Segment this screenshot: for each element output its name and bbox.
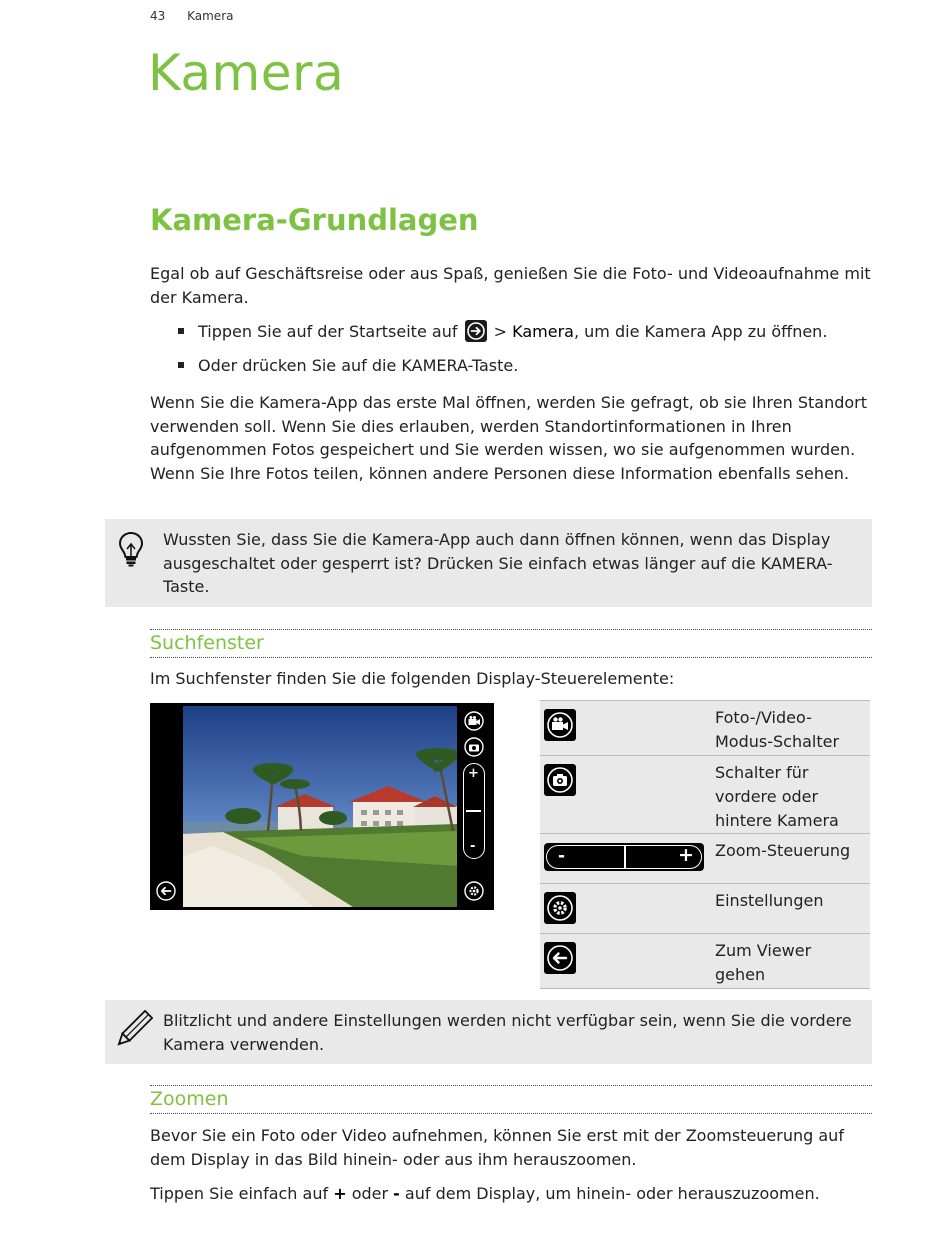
zoom-slider[interactable]: [463, 763, 485, 859]
zoom-paragraph: Bevor Sie ein Foto oder Video aufnehmen, können Sie erst mit der Zoomsteuerung auf dem Display in das Bild hinein- oder aus ihm herauszoomen.: [150, 1126, 844, 1169]
subsection-title: Zoomen: [150, 1088, 229, 1110]
control-label: Zoom-Steuerung: [715, 841, 851, 860]
zoom-bar-divider: [624, 846, 626, 868]
zoom-in-icon[interactable]: +: [468, 766, 479, 781]
camera-switch-icon: [544, 764, 576, 800]
beach-photo: [183, 706, 457, 907]
subsection-title: Suchfenster: [150, 632, 264, 654]
minus-icon: -: [558, 846, 566, 866]
zoom-text-mid: oder: [351, 1184, 389, 1203]
plus-symbol: +: [333, 1184, 347, 1203]
camera-switch-icon[interactable]: [463, 736, 485, 762]
minus-symbol: -: [393, 1184, 400, 1203]
control-label: Schalter für vordere oder hintere Kamera: [715, 763, 839, 830]
tip-box: [105, 519, 872, 607]
arrow-right-circle-icon: [465, 320, 487, 342]
zoom-bar-icon: [544, 843, 704, 871]
control-label: Zum Viewer gehen: [715, 941, 812, 984]
zoom-out-icon[interactable]: -: [470, 839, 476, 854]
table-row: [540, 756, 870, 834]
zoom-text-before: Tippen Sie einfach auf: [150, 1184, 329, 1203]
running-title: Kamera: [187, 9, 234, 23]
bullet-text: Oder drücken Sie auf die KAMERA-Taste.: [198, 356, 519, 375]
video-camera-icon[interactable]: [463, 710, 485, 736]
subsection-heading-zoom: [150, 1085, 872, 1114]
video-camera-icon: [544, 709, 576, 745]
table-row: [540, 884, 870, 934]
location-paragraph: Wenn Sie die Kamera-App das erste Mal öffnen, werden Sie gefragt, ob sie Ihren Standort verwenden soll. Wenn Sie dies erlauben, werden Standortinformationen in Ihren aufgenommen Fotos gespeichert und Sie werden wissen, wo sie aufgenommen wurden. Wenn Sie Ihre Fotos teilen, können andere Personen diese Information ebenfalls sehen.: [150, 393, 868, 483]
zoom-text-after: auf dem Display, um hinein- oder herauszuzoomen.: [404, 1184, 820, 1203]
zoom-instruction: [150, 1182, 872, 1206]
section-title: Kamera-Grundlagen: [150, 203, 479, 237]
gt-symbol: >: [493, 322, 508, 341]
table-row: [540, 934, 870, 989]
viewfinder-screenshot: [150, 703, 494, 910]
table-row: [540, 834, 870, 884]
bullet-text-after: , um die Kamera App zu öffnen.: [573, 322, 828, 341]
intro-paragraph: Egal ob auf Geschäftsreise oder aus Spaß, genießen Sie die Foto- und Videoaufnahme mit der Kamera.: [150, 264, 871, 307]
viewfinder-intro: Im Suchfenster finden Sie die folgenden Display-Steuerelemente:: [150, 669, 675, 688]
control-label: Einstellungen: [715, 891, 824, 910]
control-label: Foto-/Video-Modus-Schalter: [715, 708, 840, 751]
page-number: 43: [150, 9, 166, 23]
note-box: [105, 1000, 872, 1064]
list-item: [178, 320, 827, 344]
pencil-icon: [113, 1010, 153, 1054]
plus-icon: +: [678, 844, 694, 866]
gear-icon[interactable]: [463, 880, 485, 906]
bullet-marker: [178, 328, 184, 334]
subsection-heading-viewfinder: [150, 629, 872, 658]
running-header: [150, 9, 233, 23]
table-row: [540, 701, 870, 756]
note-text: Blitzlicht und andere Einstellungen werden nicht verfügbar sein, wenn Sie die vordere Kamera verwenden.: [163, 1011, 852, 1054]
back-arrow-icon: [544, 942, 576, 978]
tip-text: Wussten Sie, dass Sie die Kamera-App auch dann öffnen können, wenn das Display ausgeschaltet oder gesperrt ist? Drücken Sie einfach etwas länger auf die KAMERA-Taste.: [163, 530, 833, 596]
gear-icon: [544, 892, 576, 928]
back-arrow-icon[interactable]: [155, 880, 177, 906]
bullet-text: Tippen Sie auf der Startseite auf: [198, 322, 458, 341]
zoom-divider: [466, 810, 481, 812]
list-item: [178, 354, 518, 377]
lightbulb-icon: [117, 531, 145, 571]
app-name: Kamera: [512, 322, 574, 341]
chapter-title: Kamera: [148, 44, 345, 102]
bullet-marker: [178, 362, 184, 368]
